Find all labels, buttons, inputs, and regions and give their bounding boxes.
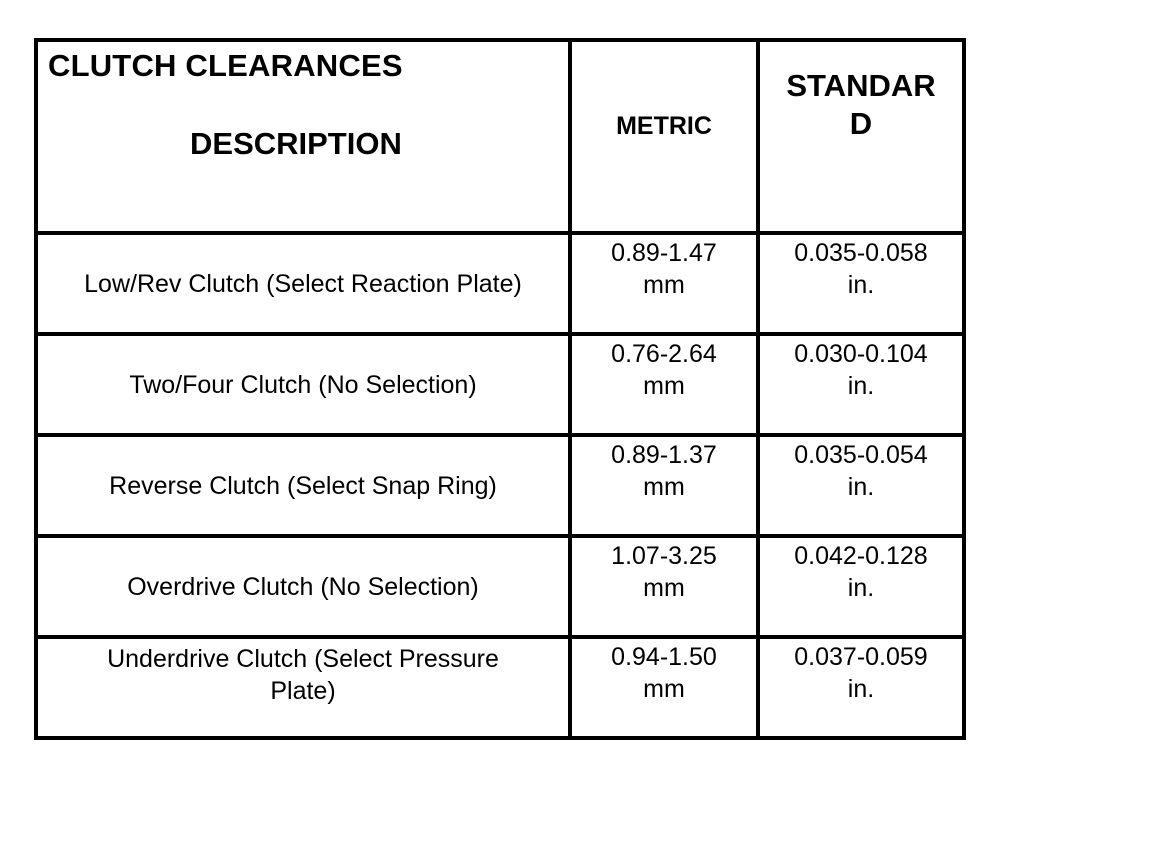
metric-unit: mm [643, 372, 685, 400]
header-standard-line2: D [849, 106, 873, 141]
row-metric [570, 435, 758, 536]
header-description: DESCRIPTION [190, 126, 402, 161]
row-standard [758, 637, 964, 738]
row-description-line1: Underdrive Clutch (Select Pressure [107, 645, 499, 673]
row-metric [570, 334, 758, 435]
clutch-clearances-table [34, 38, 966, 740]
row-description: Two/Four Clutch (No Selection) [36, 334, 570, 435]
row-metric [570, 233, 758, 334]
metric-unit: mm [643, 473, 685, 501]
standard-value: 0.037-0.059 [794, 643, 928, 671]
row-description: Reverse Clutch (Select Snap Ring) [36, 435, 570, 536]
metric-value: 0.76-2.64 [611, 340, 717, 368]
header-metric: METRIC [570, 40, 758, 233]
table-header-row [36, 40, 964, 233]
standard-value: 0.035-0.054 [794, 441, 928, 469]
row-description [36, 637, 570, 738]
metric-value: 1.07-3.25 [611, 542, 717, 570]
standard-unit: in. [847, 574, 875, 602]
row-description-line2: Plate) [270, 677, 336, 705]
row-standard [758, 233, 964, 334]
row-metric [570, 637, 758, 738]
header-standard [758, 40, 964, 233]
header-description-cell [36, 40, 570, 233]
metric-value: 0.94-1.50 [611, 643, 717, 671]
row-standard [758, 334, 964, 435]
metric-unit: mm [643, 574, 685, 602]
table-row [36, 536, 964, 637]
table-row [36, 435, 964, 536]
header-standard-line1: STANDAR [786, 68, 936, 103]
table-title: CLUTCH CLEARANCES [48, 48, 403, 83]
metric-value: 0.89-1.37 [611, 441, 717, 469]
table-row [36, 334, 964, 435]
standard-value: 0.030-0.104 [794, 340, 928, 368]
standard-value: 0.042-0.128 [794, 542, 928, 570]
table-row [36, 637, 964, 738]
row-standard [758, 536, 964, 637]
standard-value: 0.035-0.058 [794, 239, 928, 267]
standard-unit: in. [847, 473, 875, 501]
metric-unit: mm [643, 675, 685, 703]
standard-unit: in. [847, 675, 875, 703]
row-description: Low/Rev Clutch (Select Reaction Plate) [36, 233, 570, 334]
standard-unit: in. [847, 372, 875, 400]
metric-unit: mm [643, 271, 685, 299]
metric-value: 0.89-1.47 [611, 239, 717, 267]
row-standard [758, 435, 964, 536]
standard-unit: in. [847, 271, 875, 299]
table-row [36, 233, 964, 334]
row-metric [570, 536, 758, 637]
row-description: Overdrive Clutch (No Selection) [36, 536, 570, 637]
